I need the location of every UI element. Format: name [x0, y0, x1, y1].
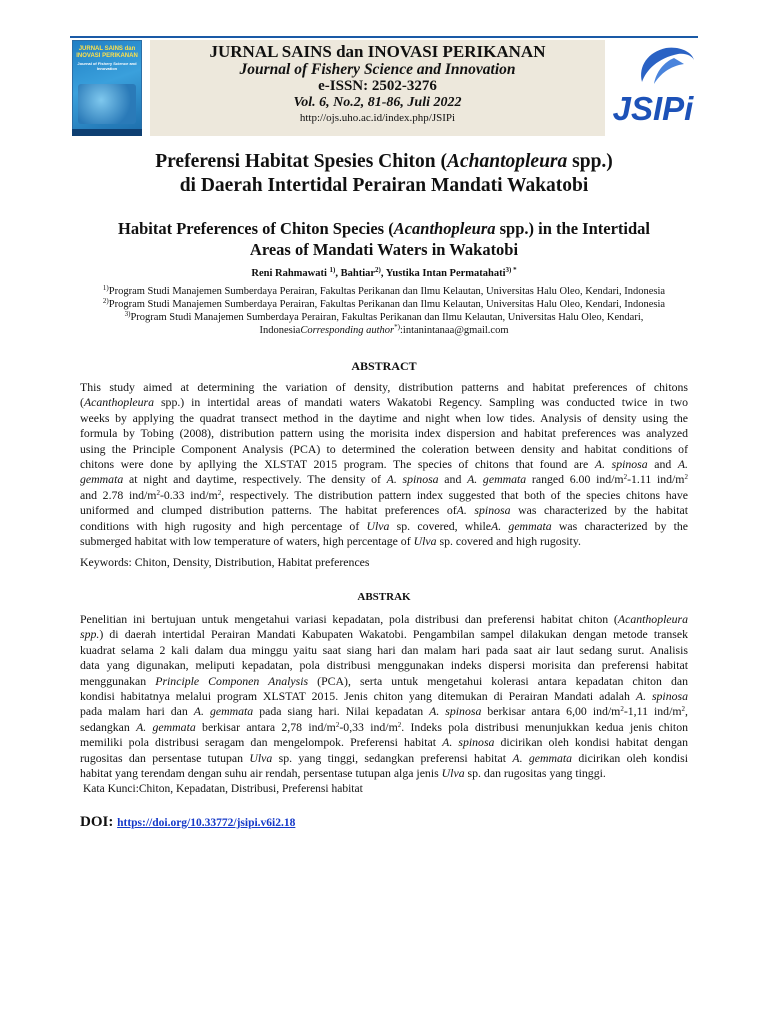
keywords-indonesian: Kata Kunci:Chiton, Kepadatan, Distribusi, Preferensi habitat: [83, 783, 363, 795]
abstract-body: This study aimed at determining the variation of density, distribution patterns and habitat preferences of chitons (Acanthopleura spp.) in intertidal areas of mandati waters Wakatobi Regency. Sampling was conducted twice in two weeks by applying the quadrat transect method in the daytime and night when low tides. Analysis of density using the formula by Tobing (2008), distribution pattern using the morisita index dispersion and habitat preferences was analyzed using the Principle Component Analysis (PCA) to determined the coleration between density and habitat conditions of chitons were done by apllying the XLSTAT 2015 program. The species of chitons that found are A. spinosa and A. gemmata at night and daytime, respectively. The density of A. spinosa and A. gemmata ranged 6.00 ind/$m^2-1.11$ ind/$m^2$ and 2.78 ind/$m^2-0.33$ ind/$m^2$, respectively. The distribution pattern index suggested that both of the species chitons have uniformed and clumped distribution patterns. The habitat preferences ofA. spinosa was characterized by the habitat conditions with high rugosity and high percentage of Ulva sp. covered, whileA. gemmata was characterized by the submerged habitat with low temperature of waters, high percentage of Ulva sp. covered and high rugosity.: [80, 380, 689, 549]
logo-text: JSIPi: [612, 90, 694, 127]
journal-title: JURNAL SAINS dan INOVASI PERIKANAN: [209, 42, 546, 61]
doi-link[interactable]: https://doi.org/10.33772/jsipi.v6i2.18: [117, 817, 296, 829]
keywords-english: Keywords: Chiton, Density, Distribution, Habitat preferences: [80, 555, 370, 569]
abstrak-heading: ABSTRAK: [357, 591, 411, 603]
abstract-heading: ABSTRACT: [351, 359, 417, 373]
journal-cover-thumbnail: [72, 40, 142, 136]
header-rule: [70, 36, 698, 38]
jsipi-logo-icon: [608, 44, 698, 132]
doi-line: [80, 813, 295, 831]
affiliation-3: $^{3)}$Program Studi Manajemen Sumberdaya Perairan, Fakultas Perikanan dan Ilmu Kelautan, Universitas Halu Oleo, Kendari,: [124, 310, 644, 323]
journal-issn: e-ISSN: 2502-3276: [318, 78, 437, 94]
affiliation-2: $^{2)}$Program Studi Manajemen Sumberdaya Perairan, Fakultas Perikanan dan Ilmu Kelautan, Universitas Halu Oleo, Kendari, Indonesia: [102, 297, 666, 310]
corresponding-author: IndonesiaCorresponding author*):intanintanaa@gmail.com: [259, 323, 509, 336]
abstrak-body: Penelitian ini bertujuan untuk mengetahui variasi kepadatan, pola distribusi dan preferensi habitat chiton (Acanthopleura spp.) di daerah intertidal Perairan Mandati Kabupaten Wakatobi. Pengambilan sampel dilakukan dengan metode transek kuadrat selama 2 kali dalam dua minggu yaitu saat siang hari dan malam hari pada saat air laut sedang surut. Analisis data yang digunakan, meliputi kepadatan, pola distribusi menggunakan indeks dispersi morisita dan preferensi habitat menggunakan Principle Componen Analysis (PCA), serta untuk mengetahui kolerasi antara kepadatan chiton dan kondisi habitatnya melalui program XLSTAT 2015. Jenis chiton yang ditemukan di Perairan Mandati adalah A. spinosa pada malam hari dan A. gemmata pada siang hari. Nilai kepadatan A. spinosa berkisar antara 6,00 ind/$m^2-1,11$ ind/$m^2$, sedangkan A. gemmata berkisar antara 2,78 ind/$m^2-0,33$ ind/$m^2$. Indeks pola distribusi menunjukkan kedua jenis chiton memiliki pola distribusi seragam dan mengelompok. Preferensi habitat A. spinosa dicirikan oleh kondisi habitat dengan rugositas dan persentase tutupan Ulva sp. yang tinggi, sedangkan preferensi habitat A. gemmata dicirikan oleh kondisi habitat yang terendam dengan suhu air rendah, persentase tutupan alga jenis Ulva sp. dan rugositas yang tinggi.: [80, 612, 689, 781]
doi-label: DOI:: [80, 814, 118, 830]
journal-subtitle: Journal of Fishery Science and Innovation: [239, 61, 516, 78]
cover-title: JURNAL SAINS dan INOVASI PERIKANAN: [76, 46, 138, 59]
affiliation-1: $^{1)}$Program Studi Manajemen Sumberdaya Perairan, Fakultas Perikanan dan Ilmu Kelautan, Universitas Halu Oleo, Kendari, Indonesia: [102, 284, 666, 297]
cover-subtitle: Journal of Fishery Science and Innovation: [77, 61, 137, 71]
journal-url[interactable]: http://ojs.uho.ac.id/index.php/JSIPi: [299, 112, 456, 124]
journal-volume: Vol. 6, No.2, 81-86, Juli 2022: [293, 95, 462, 110]
author-list: Reni Rahmawati $^{1)}$, Bahtiar$^{2)}$, Yustika Intan Permatahati$^{3) *}$: [251, 266, 517, 279]
journal-header-box: [150, 40, 605, 136]
article-title-indonesian: Preferensi Habitat Spesies Chiton (Achantopleura spp.) di Daerah Intertidal Perairan Mandati Wakatobi: [155, 151, 613, 196]
cover-footer-band: [72, 129, 142, 136]
cover-image: [78, 84, 136, 124]
article-title-english: Habitat Preferences of Chiton Species (Acanthopleura spp.) in the Intertidal Areas of Mandati Waters in Wakatobi: [118, 219, 650, 259]
